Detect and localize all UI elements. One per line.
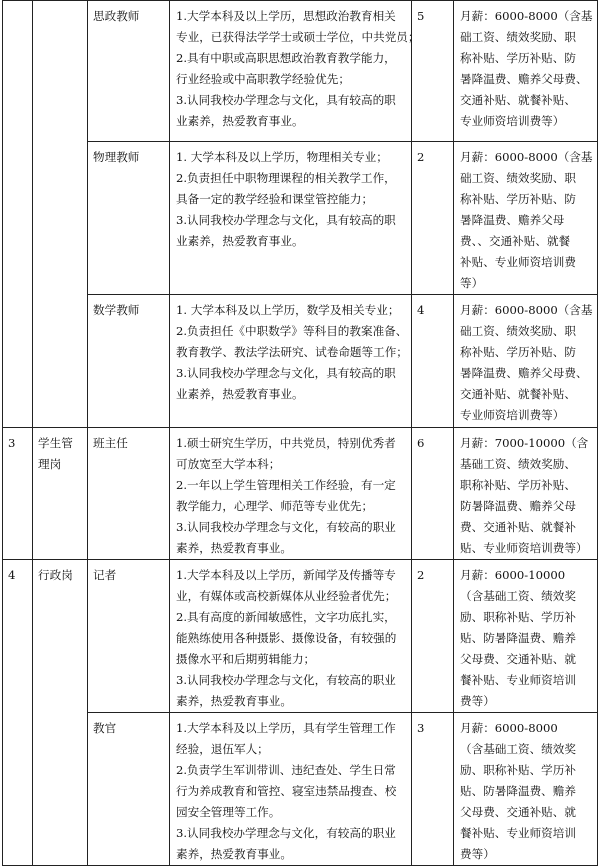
requirements-cell: 1.大学本科及以上学历，新闻学及传播等专 业，有媒体或高校新媒体从业经验者优先； 2.具有高度的新闻敏感性，文字功底扎实， 能熟练使用各种摄影、摄像设备，有较强的 摄像水平和后期剪辑能力； 3.认同我校办学理念与文化，有较高的职业 素养，热爱教育事业。 bbox=[170, 560, 412, 713]
requirements-cell: 1. 大学本科及以上学历，数学及相关专业； 2.负责担任《中职数学》等科目的教案准备、 教育教学、教法学法研究、试卷命题等工作； 3.认同我校办学理念与文化，具有较高的职 业素养，热爱教育事业。 bbox=[170, 295, 412, 428]
table-row bbox=[3, 295, 598, 428]
row-number bbox=[3, 1, 33, 428]
requirements-cell: 1.大学本科及以上学历，具有学生管理工作 经验，退伍军人； 2.负责学生军训带训、违纪查处、学生日常 行为养成教育和管控、寝室违禁品搜查、校 园安全管理等工作。 3.认同我校办学理念与文化，有较高的职业 素养，热爱教育事业。 bbox=[170, 713, 412, 866]
position-cell: 物理教师 bbox=[88, 142, 170, 295]
table-row bbox=[3, 1, 598, 142]
category-cell bbox=[33, 1, 88, 428]
requirements-cell: 1.硕士研究生学历，中共党员，特别优秀者 可放宽至大学本科； 2.一年以上学生管理相关工作经验，有一定 教学能力，心理学、师范等专业优先； 3.认同我校办学理念与文化，有较高的职业 素养，热爱教育事业。 bbox=[170, 428, 412, 560]
count-cell: 2 bbox=[412, 142, 454, 295]
position-cell: 记者 bbox=[88, 560, 170, 713]
table-row bbox=[3, 560, 598, 713]
row-number: 4 bbox=[3, 560, 33, 866]
position-cell: 思政教师 bbox=[88, 1, 170, 142]
count-cell: 4 bbox=[412, 295, 454, 428]
position-cell: 数学教师 bbox=[88, 295, 170, 428]
salary-cell: 月薪：7000-10000（含 基础工资、绩效奖励、 职称补贴、学历补贴、 防暑降温费、赡养父母 费、交通补贴、就餐补 贴、专业师资培训费等） bbox=[454, 428, 598, 560]
requirements-cell: 1.大学本科及以上学历，思想政治教育相关 专业，已获得法学学士或硕士学位，中共党员； 2.具有中职或高职思想政治教育教学能力， 行业经验或中高职教学经验优先； 3.认同我校办学理念与文化，具有较高的职 业素养，热爱教育事业。 bbox=[170, 1, 412, 142]
position-cell: 班主任 bbox=[88, 428, 170, 560]
salary-cell: 月薪：6000-10000 （含基础工资、绩效奖 励、职称补贴、学历补 贴、防暑降温费、赡养 父母费、交通补贴、就 餐补贴、专业师资培训 费等） bbox=[454, 560, 598, 713]
row-number: 3 bbox=[3, 428, 33, 560]
position-cell: 教官 bbox=[88, 713, 170, 866]
count-cell: 6 bbox=[412, 428, 454, 560]
table-row bbox=[3, 428, 598, 560]
salary-cell: 月薪：6000-8000（含基 础工资、绩效奖励、职 称补贴、学历补贴、防 暑降温费、赡养父母 费、、交通补贴、就餐 补贴、专业师资培训费 等） bbox=[454, 142, 598, 295]
count-cell: 3 bbox=[412, 713, 454, 866]
category-cell: 学生管理岗 bbox=[33, 428, 88, 560]
count-cell: 5 bbox=[412, 1, 454, 142]
count-cell: 2 bbox=[412, 560, 454, 713]
salary-cell: 月薪：6000-8000（含基 础工资、绩效奖励、职 称补贴、学历补贴、防 暑降温费、赡养父母费、 交通补贴、就餐补贴、 专业师资培训费等） bbox=[454, 295, 598, 428]
category-cell: 行政岗 bbox=[33, 560, 88, 866]
recruitment-table bbox=[2, 0, 598, 866]
salary-cell: 月薪：6000-8000（含基 础工资、绩效奖励、职 称补贴、学历补贴、防 暑降温费、赡养父母费、 交通补贴、就餐补贴、 专业师资培训费等） bbox=[454, 1, 598, 142]
requirements-cell: 1. 大学本科及以上学历，物理相关专业； 2.负责担任中职物理课程的相关教学工作， 具备一定的教学经验和课堂管控能力； 3.认同我校办学理念与文化，具有较高的职 业素养，热爱教育事业。 bbox=[170, 142, 412, 295]
table-row bbox=[3, 142, 598, 295]
salary-cell: 月薪：6000-8000 （含基础工资、绩效奖 励、职称补贴、学历补 贴、防暑降温费、赡养 父母费、交通补贴、就 餐补贴、专业师资培训 费等） bbox=[454, 713, 598, 866]
